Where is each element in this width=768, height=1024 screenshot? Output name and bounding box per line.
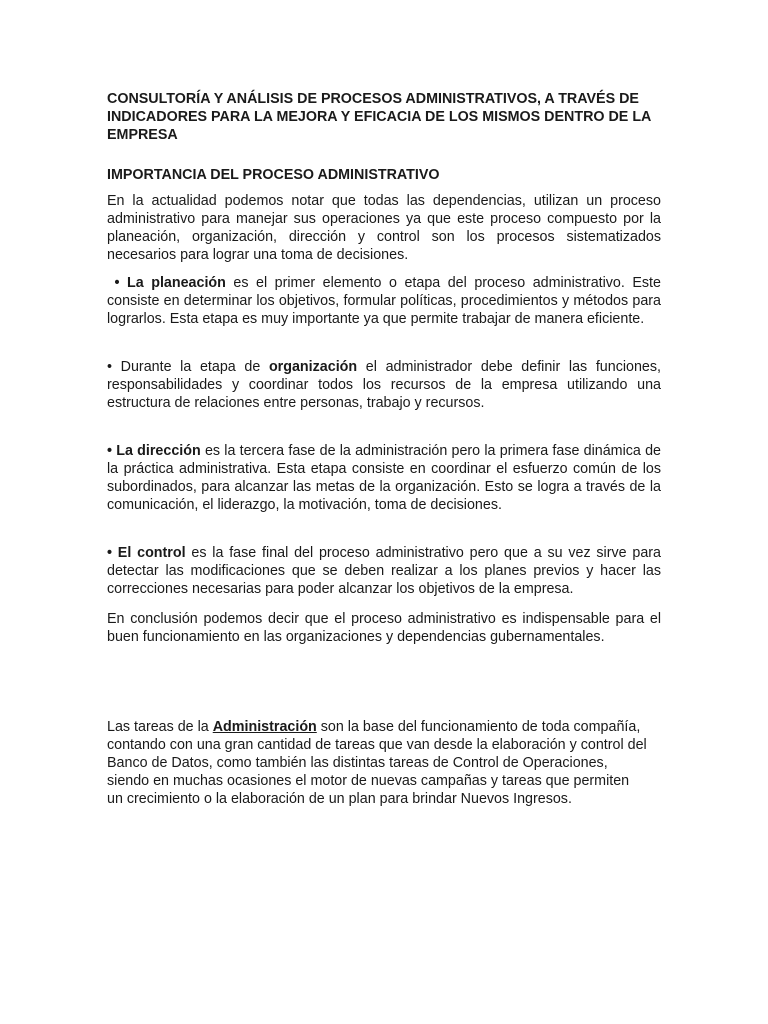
direccion-text: es la tercera fase de la administración pero la primera fase dinámica de la práctica administrativa. Esta etapa consiste en coordinar el esfuerzo común de los subordinados, para alcanzar las metas de la organización. Esto se logra a través de la comunicación, el liderazgo, la motivación, toma de decisiones. (107, 443, 661, 513)
organizacion-paragraph (107, 358, 661, 412)
control-text: es la fase final del proceso administrativo pero que a su vez sirve para detectar las modificaciones que se deben realizar a los planes previos y hacer las correcciones necesarias para poder alcanzar los objetivos de la empresa. (107, 545, 662, 597)
organizacion-term: organización (268, 359, 358, 375)
section-heading: IMPORTANCIA DEL PROCESO ADMINISTRATIVO (107, 167, 440, 183)
conclusion-paragraph: En conclusión podemos decir que el proceso administrativo es indispensable para el buen funcionamiento en las organizaciones y dependencias gubernamentales. (107, 611, 661, 645)
document-title: CONSULTORÍA Y ANÁLISIS DE PROCESOS ADMINISTRATIVOS, A TRAVÉS DE INDICADORES PARA LA MEJORA Y EFICACIA DE LOS MISMOS DENTRO DE LA EMPRESA (107, 91, 651, 143)
planeacion-text: es el primer elemento o etapa del proceso administrativo. Este consiste en determinar los objetivos, formular políticas, procedimientos y métodos para lograrlos. Esta etapa es muy importante ya que permite trabajar de manera eficiente. (107, 275, 661, 327)
document-page (107, 90, 661, 808)
organizacion-text: el administrador debe definir las funciones, responsabilidades y coordinar todos los recursos de la empresa utilizando una estructura de relaciones entre personas, trabajo y recursos. (107, 359, 661, 411)
administracion-term: Administración (212, 719, 317, 735)
tareas-pre: Las tareas de la (107, 719, 213, 735)
direccion-term: • La dirección (107, 443, 201, 459)
planeacion-paragraph (107, 274, 661, 328)
control-paragraph (107, 544, 661, 598)
control-term: • El control (107, 545, 186, 561)
organizacion-pre: • Durante la etapa de (107, 359, 269, 375)
direccion-paragraph (107, 442, 661, 514)
planeacion-term: • La planeación (114, 275, 226, 291)
tareas-text: son la base del funcionamiento de toda compañía, contando con una gran cantidad de tareas que van desde la elaboración y control del Banco de Datos, como también las distintas tareas de Control de Operaciones, siendo en muchas ocasiones el motor de nuevas campañas y tareas que permiten un crecimiento o la elaboración de un plan para brindar Nuevos Ingresos. (107, 719, 647, 807)
intro-paragraph: En la actualidad podemos notar que todas las dependencias, utilizan un proceso administrativo para manejar sus operaciones ya que este proceso compuesto por la planeación, organización, dirección y control son los procesos sistematizados necesarios para lograr una toma de decisiones. (107, 193, 661, 263)
tareas-paragraph (107, 718, 647, 808)
